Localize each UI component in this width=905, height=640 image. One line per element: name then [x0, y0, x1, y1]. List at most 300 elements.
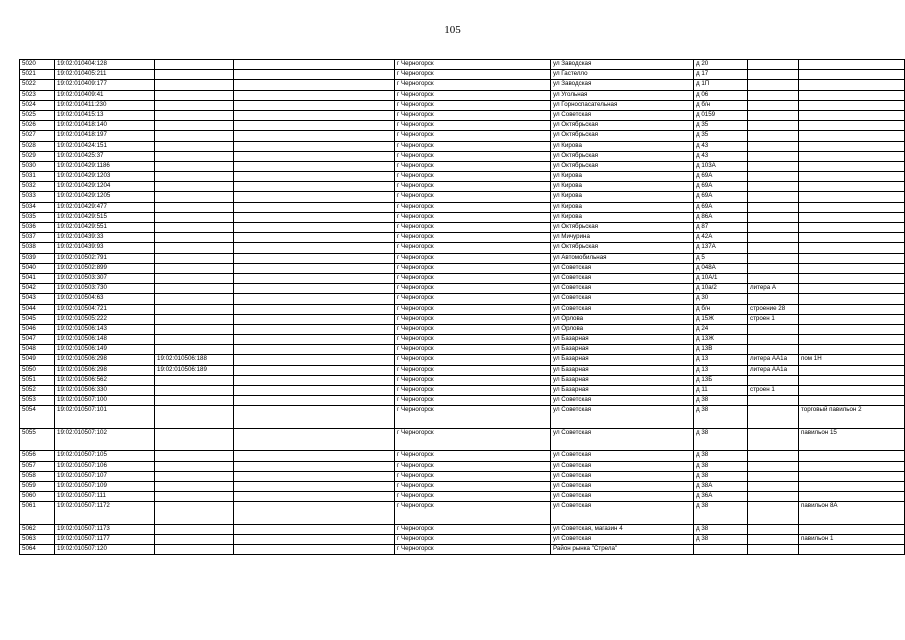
city-cell: г Черногорск [395, 233, 551, 243]
cadastral-number-cell: 19:02:010507:111 [55, 492, 155, 502]
table-row [20, 253, 905, 263]
premises-cell [799, 100, 905, 110]
building-cell [748, 335, 799, 345]
house-cell: д 43 [694, 141, 748, 151]
record-number-cell: 5058 [20, 471, 55, 481]
house-cell: д 10а/2 [694, 284, 748, 294]
premises-cell [799, 121, 905, 131]
premises-cell: павильон 1 [799, 535, 905, 545]
record-number-cell: 5034 [20, 202, 55, 212]
house-cell: д 86А [694, 212, 748, 222]
cadastral-number-cell: 19:02:010409:41 [55, 90, 155, 100]
premises-cell: торговый павильон 2 [799, 406, 905, 429]
cadastral-number-cell: 19:02:010439:33 [55, 233, 155, 243]
building-cell [748, 273, 799, 283]
city-cell: г Черногорск [395, 100, 551, 110]
table-row [20, 141, 905, 151]
premises-cell [799, 524, 905, 534]
house-cell: д 38 [694, 535, 748, 545]
table-row [20, 151, 905, 161]
blank-cell [234, 492, 395, 502]
record-number-cell: 5052 [20, 386, 55, 396]
blank-cell [234, 202, 395, 212]
house-cell: д 38 [694, 471, 748, 481]
blank-cell [234, 324, 395, 334]
city-cell: г Черногорск [395, 172, 551, 182]
table-row [20, 294, 905, 304]
building-cell [748, 90, 799, 100]
table-row [20, 335, 905, 345]
street-cell: ул Советская [551, 471, 694, 481]
street-cell: ул Советская [551, 428, 694, 451]
building-cell [748, 461, 799, 471]
cadastral-number-cell: 19:02:010424:151 [55, 141, 155, 151]
city-cell: г Черногорск [395, 253, 551, 263]
record-number-cell: 5023 [20, 90, 55, 100]
house-cell: д 137А [694, 243, 748, 253]
parent-cadastral-cell [155, 481, 234, 491]
blank-cell [234, 253, 395, 263]
premises-cell [799, 284, 905, 294]
street-cell: ул Кирова [551, 182, 694, 192]
parent-cadastral-cell [155, 263, 234, 273]
premises-cell [799, 192, 905, 202]
street-cell: ул Октябрьская [551, 243, 694, 253]
cadastral-number-cell: 19:02:010506:298 [55, 355, 155, 365]
building-cell [748, 60, 799, 70]
building-cell [748, 192, 799, 202]
building-cell [748, 481, 799, 491]
building-cell: строен 1 [748, 386, 799, 396]
city-cell: г Черногорск [395, 345, 551, 355]
blank-cell [234, 294, 395, 304]
building-cell [748, 151, 799, 161]
city-cell: г Черногорск [395, 502, 551, 525]
blank-cell [234, 273, 395, 283]
street-cell: ул Базарная [551, 345, 694, 355]
premises-cell [799, 396, 905, 406]
record-number-cell: 5042 [20, 284, 55, 294]
table-row [20, 60, 905, 70]
record-number-cell: 5040 [20, 263, 55, 273]
street-cell: ул Советская [551, 273, 694, 283]
street-cell: ул Автомобильная [551, 253, 694, 263]
record-number-cell: 5046 [20, 324, 55, 334]
parent-cadastral-cell [155, 243, 234, 253]
parent-cadastral-cell [155, 273, 234, 283]
record-number-cell: 5031 [20, 172, 55, 182]
parent-cadastral-cell [155, 60, 234, 70]
blank-cell [234, 141, 395, 151]
building-cell: литера АА1а [748, 365, 799, 375]
building-cell [748, 182, 799, 192]
building-cell: литера А [748, 284, 799, 294]
table-row [20, 314, 905, 324]
house-cell: д б/н [694, 304, 748, 314]
blank-cell [234, 428, 395, 451]
parent-cadastral-cell [155, 161, 234, 171]
premises-cell [799, 294, 905, 304]
street-cell: ул Советская [551, 284, 694, 294]
table-row [20, 375, 905, 385]
building-cell: литера АА1а [748, 355, 799, 365]
cadastral-number-cell: 19:02:010405:211 [55, 70, 155, 80]
house-cell: д 13В [694, 345, 748, 355]
house-cell: д 69А [694, 172, 748, 182]
premises-cell [799, 253, 905, 263]
building-cell [748, 406, 799, 429]
parent-cadastral-cell [155, 375, 234, 385]
building-cell: строен 1 [748, 314, 799, 324]
blank-cell [234, 314, 395, 324]
record-number-cell: 5038 [20, 243, 55, 253]
cadastral-number-cell: 19:02:010507:1172 [55, 502, 155, 525]
table-row [20, 233, 905, 243]
city-cell: г Черногорск [395, 535, 551, 545]
parent-cadastral-cell [155, 304, 234, 314]
building-cell [748, 375, 799, 385]
premises-cell [799, 451, 905, 461]
city-cell: г Черногорск [395, 365, 551, 375]
cadastral-number-cell: 19:02:010418:197 [55, 131, 155, 141]
house-cell: д 20 [694, 60, 748, 70]
house-cell: д 42А [694, 233, 748, 243]
house-cell: д 69А [694, 192, 748, 202]
blank-cell [234, 345, 395, 355]
house-cell: д 06 [694, 90, 748, 100]
blank-cell [234, 263, 395, 273]
street-cell: ул Советская [551, 110, 694, 120]
parent-cadastral-cell [155, 110, 234, 120]
cadastral-number-cell: 19:02:010507:107 [55, 471, 155, 481]
premises-cell [799, 110, 905, 120]
city-cell: г Черногорск [395, 461, 551, 471]
building-cell [748, 121, 799, 131]
parent-cadastral-cell [155, 121, 234, 131]
premises-cell [799, 161, 905, 171]
table-row [20, 243, 905, 253]
city-cell: г Черногорск [395, 131, 551, 141]
premises-cell [799, 263, 905, 273]
building-cell [748, 223, 799, 233]
cadastral-number-cell: 19:02:010504:721 [55, 304, 155, 314]
page-number: 105 [444, 24, 461, 36]
parent-cadastral-cell [155, 471, 234, 481]
city-cell: г Черногорск [395, 182, 551, 192]
blank-cell [234, 131, 395, 141]
record-number-cell: 5064 [20, 545, 55, 555]
premises-cell [799, 335, 905, 345]
cadastral-number-cell: 19:02:010506:148 [55, 335, 155, 345]
street-cell: ул Орлова [551, 314, 694, 324]
record-number-cell: 5033 [20, 192, 55, 202]
city-cell: г Черногорск [395, 60, 551, 70]
blank-cell [234, 100, 395, 110]
record-number-cell: 5043 [20, 294, 55, 304]
premises-cell [799, 386, 905, 396]
city-cell: г Черногорск [395, 481, 551, 491]
city-cell: г Черногорск [395, 243, 551, 253]
house-cell: д 24 [694, 324, 748, 334]
record-number-cell: 5041 [20, 273, 55, 283]
blank-cell [234, 90, 395, 100]
house-cell [694, 545, 748, 555]
parent-cadastral-cell [155, 182, 234, 192]
record-number-cell: 5036 [20, 223, 55, 233]
blank-cell [234, 80, 395, 90]
city-cell: г Черногорск [395, 80, 551, 90]
blank-cell [234, 365, 395, 375]
house-cell: д 15Ж [694, 314, 748, 324]
building-cell [748, 243, 799, 253]
street-cell: ул Советская [551, 396, 694, 406]
record-number-cell: 5037 [20, 233, 55, 243]
parent-cadastral-cell [155, 70, 234, 80]
house-cell: д 10А/1 [694, 273, 748, 283]
street-cell: ул Кирова [551, 202, 694, 212]
blank-cell [234, 70, 395, 80]
city-cell: г Черногорск [395, 492, 551, 502]
blank-cell [234, 471, 395, 481]
cadastral-number-cell: 19:02:010418:140 [55, 121, 155, 131]
house-cell: д 5 [694, 253, 748, 263]
city-cell: г Черногорск [395, 406, 551, 429]
street-cell: ул Советская [551, 406, 694, 429]
record-number-cell: 5056 [20, 451, 55, 461]
table-row [20, 535, 905, 545]
city-cell: г Черногорск [395, 396, 551, 406]
street-cell: ул Гастелло [551, 70, 694, 80]
house-cell: д 38 [694, 406, 748, 429]
premises-cell [799, 90, 905, 100]
building-cell [748, 396, 799, 406]
cadastral-number-cell: 19:02:010506:330 [55, 386, 155, 396]
blank-cell [234, 524, 395, 534]
table-row [20, 502, 905, 525]
blank-cell [234, 355, 395, 365]
cadastral-number-cell: 19:02:010429:477 [55, 202, 155, 212]
street-cell: ул Советская [551, 461, 694, 471]
street-cell: ул Советская [551, 304, 694, 314]
table-row [20, 406, 905, 429]
record-number-cell: 5053 [20, 396, 55, 406]
street-cell: ул Базарная [551, 375, 694, 385]
premises-cell [799, 314, 905, 324]
cadastral-number-cell: 19:02:010507:100 [55, 396, 155, 406]
table-row [20, 284, 905, 294]
building-cell [748, 294, 799, 304]
table-row [20, 202, 905, 212]
blank-cell [234, 481, 395, 491]
street-cell: ул Мичурина [551, 233, 694, 243]
building-cell [748, 202, 799, 212]
city-cell: г Черногорск [395, 428, 551, 451]
parent-cadastral-cell [155, 223, 234, 233]
cadastral-number-cell: 19:02:010429:1203 [55, 172, 155, 182]
blank-cell [234, 60, 395, 70]
house-cell: д 103А [694, 161, 748, 171]
table-row [20, 110, 905, 120]
parent-cadastral-cell [155, 461, 234, 471]
blank-cell [234, 121, 395, 131]
city-cell: г Черногорск [395, 70, 551, 80]
blank-cell [234, 396, 395, 406]
premises-cell: павильон 8А [799, 502, 905, 525]
parent-cadastral-cell [155, 151, 234, 161]
street-cell: ул Базарная [551, 365, 694, 375]
record-number-cell: 5060 [20, 492, 55, 502]
house-cell: д 38 [694, 524, 748, 534]
table-row [20, 524, 905, 534]
cadastral-number-cell: 19:02:010429:551 [55, 223, 155, 233]
city-cell: г Черногорск [395, 273, 551, 283]
street-cell: ул Советская, магазин 4 [551, 524, 694, 534]
table-row [20, 492, 905, 502]
house-cell: д 13Б [694, 375, 748, 385]
cadastral-number-cell: 19:02:010404:128 [55, 60, 155, 70]
street-cell: ул Октябрьская [551, 131, 694, 141]
house-cell: д 36А [694, 492, 748, 502]
table-row [20, 70, 905, 80]
blank-cell [234, 110, 395, 120]
table-row [20, 355, 905, 365]
house-cell: д 11 [694, 386, 748, 396]
house-cell: д 38 [694, 461, 748, 471]
parent-cadastral-cell [155, 386, 234, 396]
street-cell: ул Октябрьская [551, 161, 694, 171]
parent-cadastral-cell [155, 253, 234, 263]
blank-cell [234, 223, 395, 233]
premises-cell [799, 273, 905, 283]
parent-cadastral-cell [155, 141, 234, 151]
record-number-cell: 5022 [20, 80, 55, 90]
house-cell: д 048А [694, 263, 748, 273]
table-row [20, 345, 905, 355]
street-cell: Район рынка "Стрела" [551, 545, 694, 555]
house-cell: д 0159 [694, 110, 748, 120]
parent-cadastral-cell [155, 212, 234, 222]
record-number-cell: 5020 [20, 60, 55, 70]
registry-body [20, 60, 905, 555]
blank-cell [234, 172, 395, 182]
premises-cell [799, 212, 905, 222]
parent-cadastral-cell [155, 492, 234, 502]
record-number-cell: 5059 [20, 481, 55, 491]
city-cell: г Черногорск [395, 375, 551, 385]
street-cell: ул Советская [551, 294, 694, 304]
building-cell [748, 451, 799, 461]
building-cell [748, 131, 799, 141]
parent-cadastral-cell [155, 406, 234, 429]
table-row [20, 263, 905, 273]
blank-cell [234, 284, 395, 294]
city-cell: г Черногорск [395, 121, 551, 131]
premises-cell: павильон 15 [799, 428, 905, 451]
building-cell [748, 428, 799, 451]
blank-cell [234, 151, 395, 161]
table-row [20, 121, 905, 131]
premises-cell [799, 471, 905, 481]
city-cell: г Черногорск [395, 314, 551, 324]
cadastral-number-cell: 19:02:010507:105 [55, 451, 155, 461]
city-cell: г Черногорск [395, 192, 551, 202]
building-cell [748, 502, 799, 525]
city-cell: г Черногорск [395, 304, 551, 314]
premises-cell [799, 304, 905, 314]
building-cell [748, 524, 799, 534]
blank-cell [234, 502, 395, 525]
record-number-cell: 5029 [20, 151, 55, 161]
record-number-cell: 5026 [20, 121, 55, 131]
cadastral-number-cell: 19:02:010504:63 [55, 294, 155, 304]
premises-cell [799, 545, 905, 555]
blank-cell [234, 386, 395, 396]
record-number-cell: 5054 [20, 406, 55, 429]
building-cell [748, 535, 799, 545]
table-row [20, 80, 905, 90]
record-number-cell: 5044 [20, 304, 55, 314]
house-cell: д 13 [694, 355, 748, 365]
premises-cell [799, 131, 905, 141]
city-cell: г Черногорск [395, 263, 551, 273]
parent-cadastral-cell [155, 202, 234, 212]
record-number-cell: 5039 [20, 253, 55, 263]
record-number-cell: 5051 [20, 375, 55, 385]
record-number-cell: 5032 [20, 182, 55, 192]
blank-cell [234, 161, 395, 171]
street-cell: ул Кирова [551, 212, 694, 222]
cadastral-number-cell: 19:02:010502:899 [55, 263, 155, 273]
parent-cadastral-cell [155, 90, 234, 100]
blank-cell [234, 375, 395, 385]
street-cell: ул Советская [551, 481, 694, 491]
building-cell [748, 263, 799, 273]
record-number-cell: 5050 [20, 365, 55, 375]
record-number-cell: 5024 [20, 100, 55, 110]
parent-cadastral-cell [155, 131, 234, 141]
city-cell: г Черногорск [395, 161, 551, 171]
city-cell: г Черногорск [395, 335, 551, 345]
premises-cell [799, 461, 905, 471]
building-cell [748, 492, 799, 502]
street-cell: ул Заводская [551, 80, 694, 90]
city-cell: г Черногорск [395, 284, 551, 294]
cadastral-number-cell: 19:02:010507:1173 [55, 524, 155, 534]
city-cell: г Черногорск [395, 355, 551, 365]
house-cell: д 1П [694, 80, 748, 90]
table-row [20, 182, 905, 192]
street-cell: ул Советская [551, 263, 694, 273]
premises-cell [799, 141, 905, 151]
parent-cadastral-cell [155, 192, 234, 202]
house-cell: д 38 [694, 451, 748, 461]
parent-cadastral-cell [155, 524, 234, 534]
cadastral-number-cell: 19:02:010507:102 [55, 428, 155, 451]
cadastral-number-cell: 19:02:010507:120 [55, 545, 155, 555]
city-cell: г Черногорск [395, 545, 551, 555]
street-cell: ул Октябрьская [551, 151, 694, 161]
city-cell: г Черногорск [395, 451, 551, 461]
cadastral-number-cell: 19:02:010505:222 [55, 314, 155, 324]
street-cell: ул Горноспасательная [551, 100, 694, 110]
table-row [20, 192, 905, 202]
record-number-cell: 5061 [20, 502, 55, 525]
building-cell [748, 233, 799, 243]
blank-cell [234, 212, 395, 222]
blank-cell [234, 406, 395, 429]
street-cell: ул Базарная [551, 335, 694, 345]
cadastral-number-cell: 19:02:010503:730 [55, 284, 155, 294]
